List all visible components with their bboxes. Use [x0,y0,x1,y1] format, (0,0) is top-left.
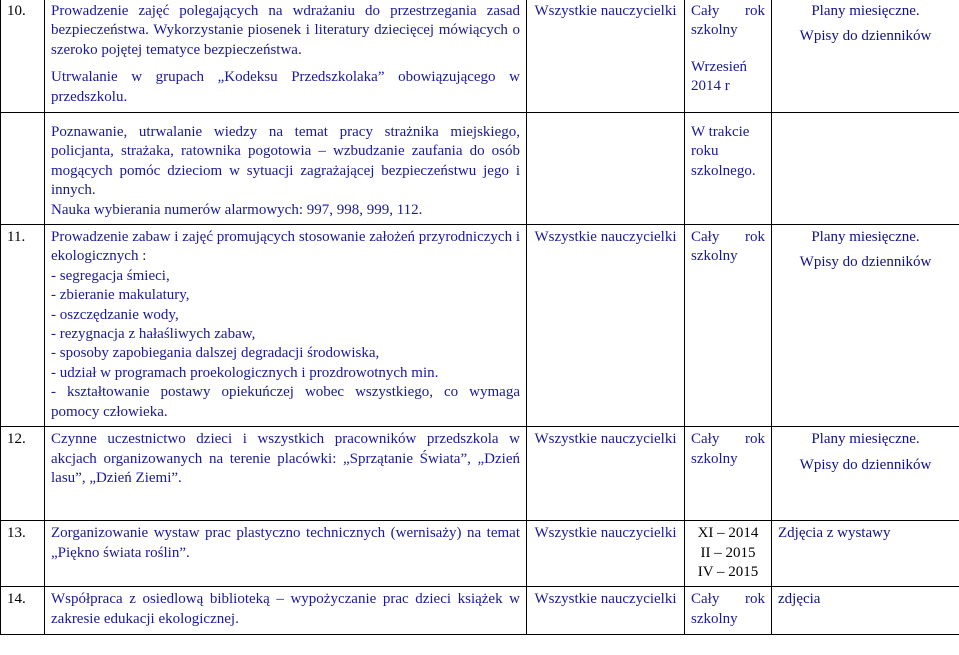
documentation-line: Zdjęcia z wystawy [778,525,891,542]
documentation-cell [772,225,959,427]
timing-line: W trakcie roku szkolnego. [691,124,756,179]
timing-cell [685,427,772,521]
documentation-cell [772,113,959,225]
documentation-line: Plany miesięczne. [811,229,920,246]
timing-cell [685,587,772,635]
table-row [1,225,959,427]
responsible-cell: Wszystkie nauczycielki [527,587,685,635]
documentation-cell [772,587,959,635]
table-row [1,587,959,635]
activity-description [45,0,527,113]
description-line: Prowadzenie zajęć polegających na wdrażaniu do przestrzegania zasad bezpieczeństwa. Wykorzystanie piosenek i literatury dziecięcej mówiących o szeroko pojętej tematyce bezpieczeństwa. [51,3,520,58]
timing-cell [685,521,772,587]
timing-line: XI – 2014 [697,525,759,542]
description-line: Nauka wybierania numerów alarmowych: 997, 998, 999, 112. [51,201,423,218]
row-number: 14. [1,587,45,635]
documentation-cell [772,427,959,521]
row-number: 12. [1,427,45,521]
timing-line: IV – 2015 [697,563,759,580]
documentation-line: Wpisy do dzienników [799,456,932,473]
timing-line: Cały rok szkolny [691,3,765,39]
responsible-cell: Wszystkie nauczycielki [527,521,685,587]
row-number: 13. [1,521,45,587]
documentation-line: Wpisy do dzienników [799,28,932,45]
timing-cell [685,113,772,225]
description-line: - segregacja śmieci, [51,267,170,284]
description-line: Prowadzenie zabaw i zajęć promujących stosowanie założeń przyrodniczych i ekologicznych : [51,229,520,265]
description-line: Zorganizowanie wystaw prac plastyczno technicznych (wernisaży) na temat „Piękno świata roślin”. [51,525,520,561]
description-line: - kształtowanie postawy opiekuńczej wobec wszystkiego, co wymaga pomocy człowieka. [51,384,520,420]
timing-cell [685,225,772,427]
activity-description [45,225,527,427]
timing-line: Cały rok szkolny [691,229,765,265]
documentation-line: zdjęcia [778,591,821,608]
description-line: Poznawanie, utrwalanie wiedzy na temat pracy strażnika miejskiego, policjanta, strażaka, ratownika pogotowia – wzbudzanie zaufania do osób mogących pomóc dzieciom w sytuacji zagrażającej bezpieczeństwu jego i innych. [51,124,520,199]
documentation-line: Plany miesięczne. [811,3,920,19]
documentation-line: Wpisy do dzienników [799,254,932,271]
timing-line: Wrzesień 2014 r [691,58,748,95]
responsible-cell: Wszystkie nauczycielki [527,427,685,521]
row-number: 11. [1,225,45,427]
row-number [1,113,45,225]
description-line: Współpraca z osiedlową biblioteką – wypożyczanie prac dzieci książek w zakresie edukacji ekologicznej. [51,591,520,627]
activity-description [45,113,527,225]
documentation-cell [772,0,959,113]
timing-cell [685,0,772,113]
description-line: - udział w programach proekologicznych i prozdrowotnych min. [51,364,439,381]
responsible-cell: Wszystkie nauczycielki [527,0,685,113]
activity-description [45,521,527,587]
description-line: Utrwalanie w grupach „Kodeksu Przedszkolaka” obowiązującego w przedszkolu. [51,69,520,105]
documentation-cell [772,521,959,587]
timing-line: Cały rok szkolny [691,431,765,467]
responsible-cell [527,113,685,225]
timing-line: II – 2015 [700,544,756,561]
table-row [1,0,959,113]
description-line: - rezygnacja z hałaśliwych zabaw, [51,326,256,343]
activity-description [45,427,527,521]
activity-description [45,587,527,635]
responsible-cell: Wszystkie nauczycielki [527,225,685,427]
documentation-line: Plany miesięczne. [811,431,920,448]
table-row [1,113,959,225]
description-line: - sposoby zapobiegania dalszej degradacji środowiska, [51,345,380,362]
row-number: 10. [1,0,45,113]
table-row [1,521,959,587]
timing-line: Cały rok szkolny [691,591,765,627]
description-line: Czynne uczestnictwo dzieci i wszystkich pracowników przedszkola w akcjach organizowanych na terenie placówki: „Sprzątanie Świata”, „Dzień lasu”, „Dzień Ziemi”. [51,431,520,486]
description-line: - zbieranie makulatury, [51,287,190,304]
table-row [1,427,959,521]
description-line: - oszczędzanie wody, [51,306,179,323]
